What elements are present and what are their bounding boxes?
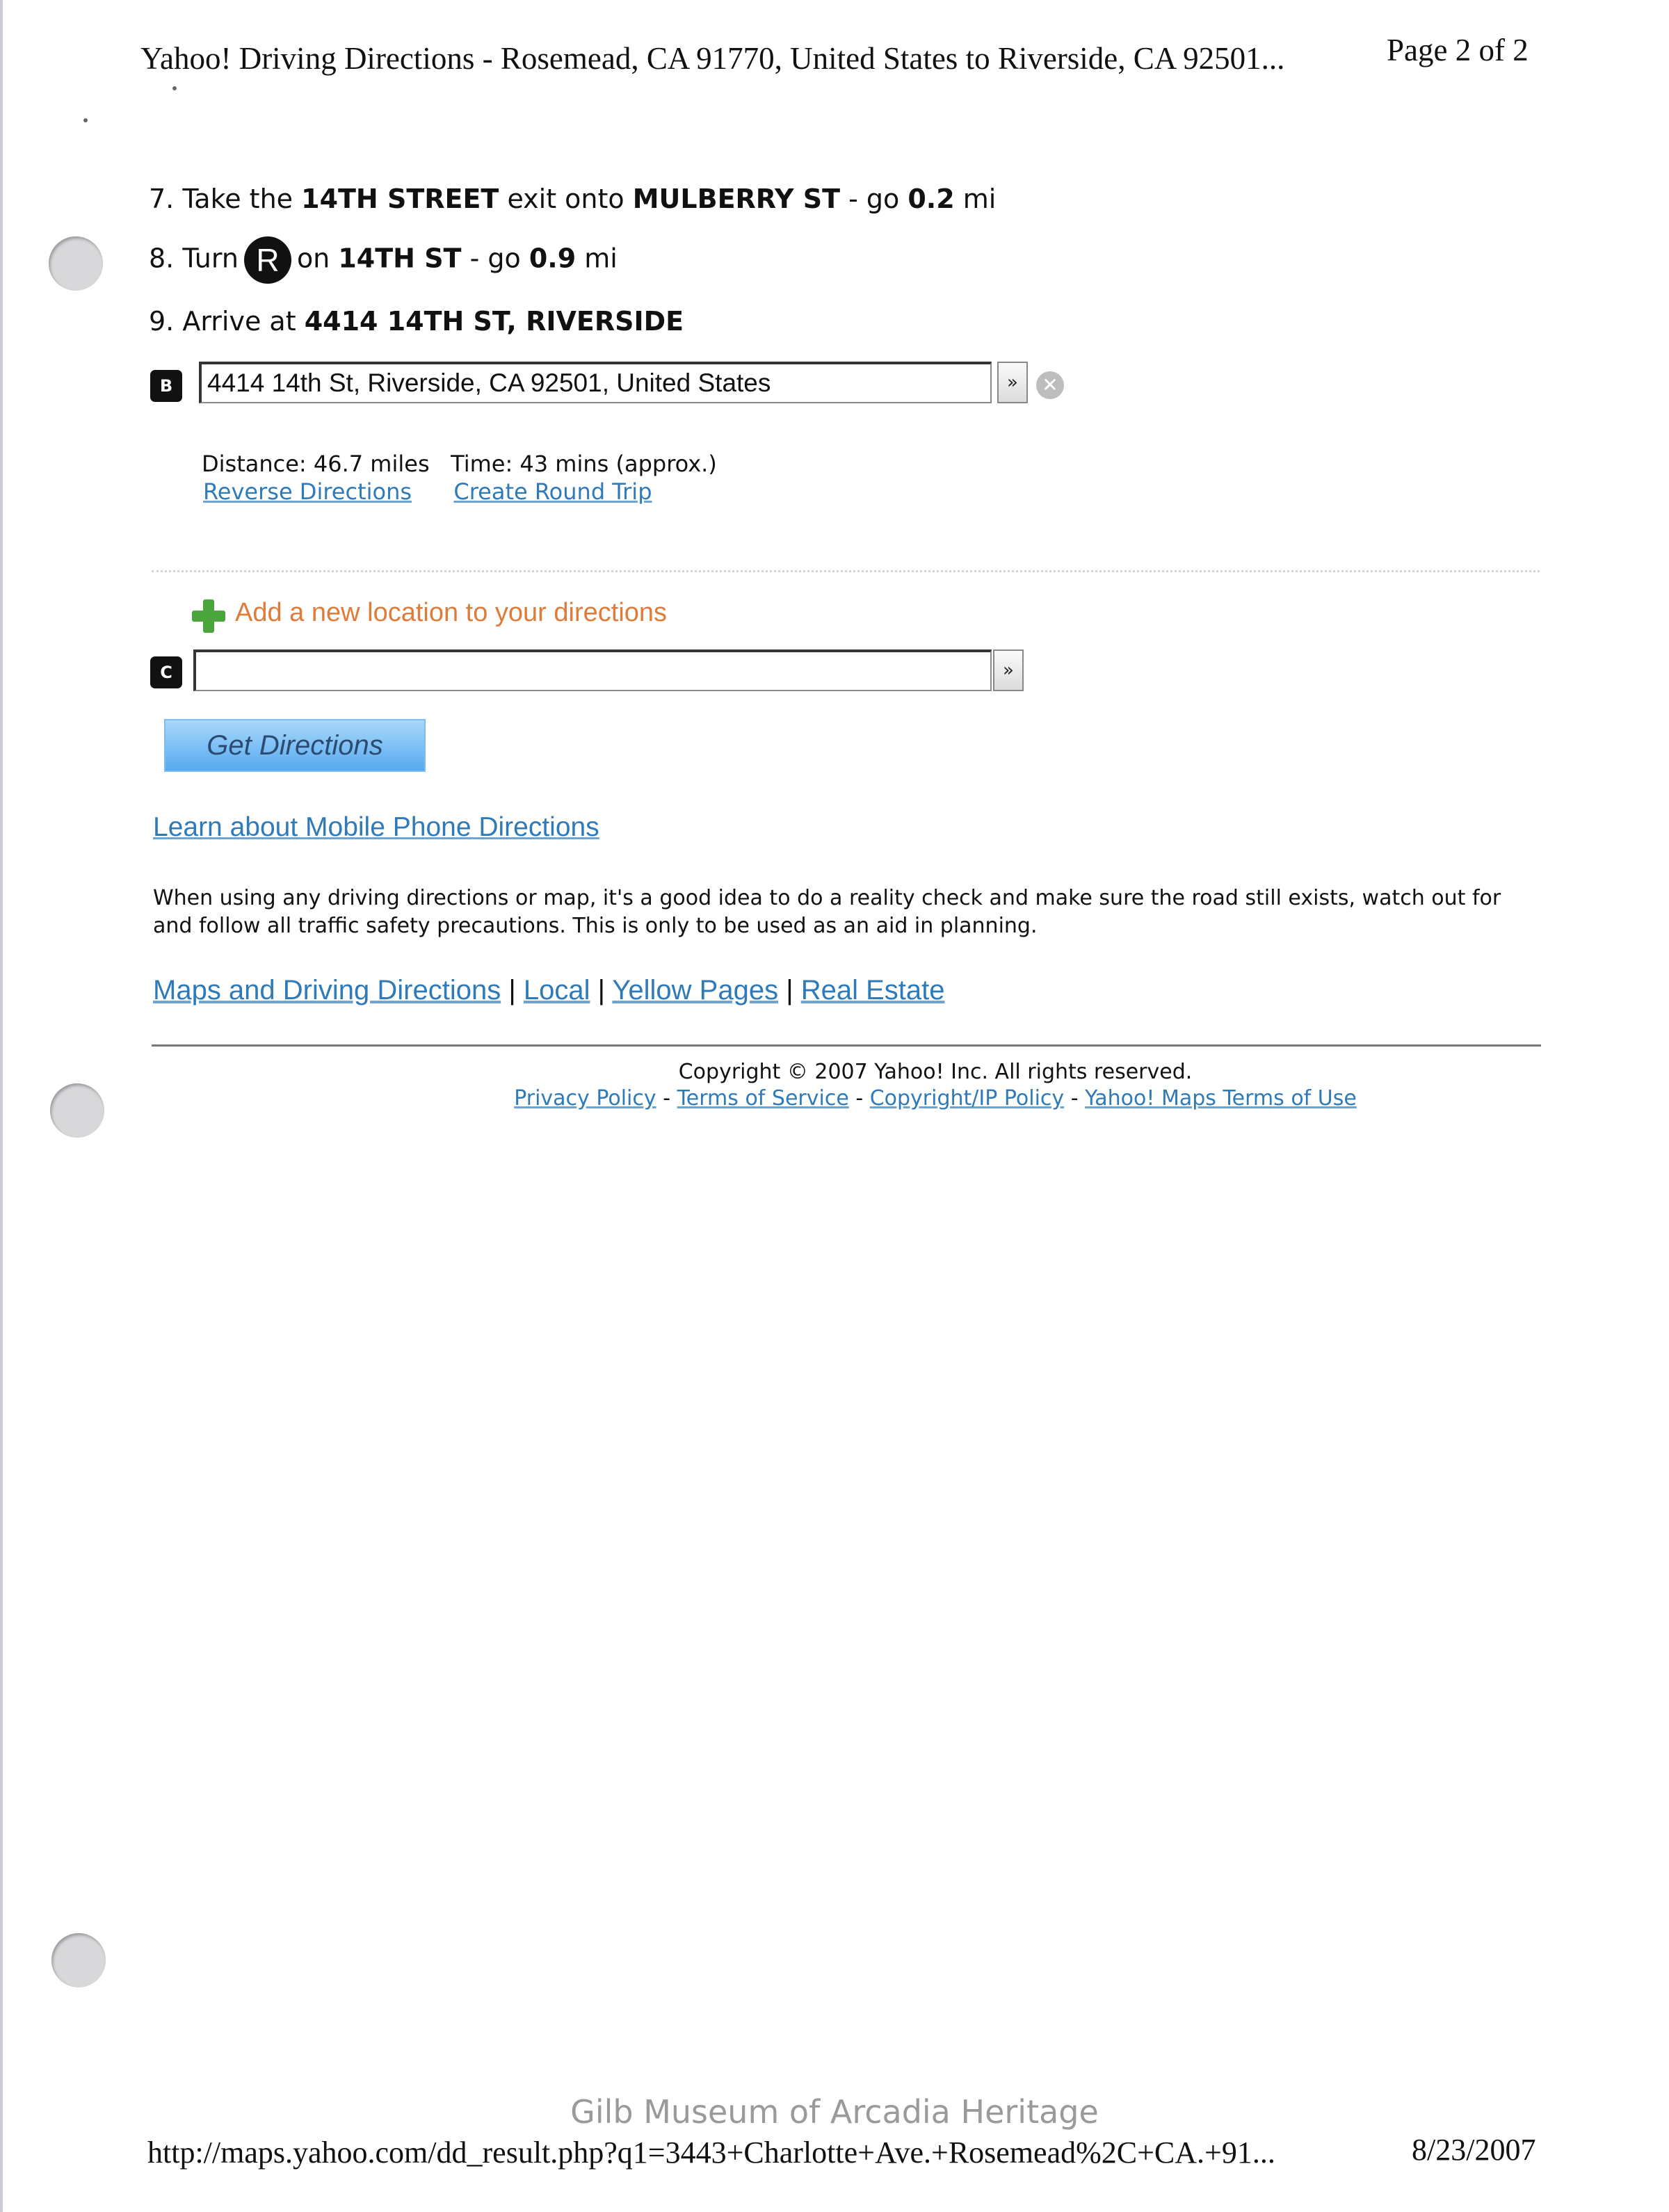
print-header-title: Yahoo! Driving Directions - Rosemead, CA 91770, United States to Riverside, CA 92501... [140, 41, 1285, 76]
step-number: 8. [149, 243, 175, 274]
maps-terms-link[interactable]: Yahoo! Maps Terms of Use [1085, 1086, 1357, 1111]
footer-link-maps[interactable]: Maps and Driving Directions [153, 975, 501, 1006]
direction-step-7: 7. Take the 14TH STREET exit onto MULBERRY ST - go 0.2 mi [149, 184, 997, 214]
clear-x-icon[interactable]: ✕ [1036, 371, 1064, 399]
privacy-policy-link[interactable]: Privacy Policy [514, 1086, 656, 1111]
get-directions-button[interactable]: Get Directions [164, 719, 426, 772]
copyright: Copyright © 2007 Yahoo! Inc. All rights reserved. [678, 1060, 1193, 1084]
punch-hole [49, 236, 103, 291]
trip-summary [202, 451, 717, 477]
footer-link-real-estate[interactable]: Real Estate [800, 975, 945, 1006]
direction-step-8: 8. Turn R on 14TH ST - go 0.9 mi [149, 236, 618, 284]
watermark: Gilb Museum of Arcadia Heritage [570, 2093, 1099, 2131]
add-location-link[interactable]: Add a new location to your directions [235, 598, 668, 627]
turn-right-icon: R [244, 236, 291, 284]
print-footer-date: 8/23/2007 [1412, 2133, 1536, 2167]
location-marker-c: C [150, 656, 182, 688]
step-number: 9. [149, 306, 175, 337]
print-footer-url: http://maps.yahoo.com/dd_result.php?q1=3443+Charlotte+Ave.+Rosemead%2C+CA.+91... [147, 2136, 1275, 2170]
mobile-directions-link[interactable]: Learn about Mobile Phone Directions [153, 812, 599, 842]
double-chevron-down-icon[interactable]: » [997, 362, 1028, 403]
legal-links: Privacy Policy - Terms of Service - Copyright/IP Policy - Yahoo! Maps Terms of Use [514, 1086, 1357, 1111]
scan-speck [83, 118, 88, 122]
create-round-trip-link[interactable]: Create Round Trip [453, 478, 652, 505]
destination-input[interactable]: 4414 14th St, Riverside, CA 92501, United States [199, 362, 992, 403]
direction-step-9: 9. Arrive at 4414 14TH ST, RIVERSIDE [149, 306, 684, 337]
green-plus-icon[interactable] [192, 599, 225, 633]
new-location-input[interactable] [193, 649, 992, 691]
disclaimer: When using any driving directions or map, it's a good idea to do a reality check and make sure the road still exists, watch out for and follow all traffic safety precautions. This is only to be used as an aid in planning. [153, 886, 1501, 938]
trip-time: Time: 43 mins (approx.) [451, 451, 717, 477]
footer-nav: Maps and Driving Directions | Local | Yellow Pages | Real Estate [153, 975, 945, 1006]
footer-link-yellow-pages[interactable]: Yellow Pages [612, 975, 779, 1006]
scan-speck [172, 86, 177, 90]
section-divider [152, 570, 1540, 572]
summary-links [203, 478, 652, 505]
trip-distance: Distance: 46.7 miles [202, 451, 430, 477]
print-header-page: Page 2 of 2 [1387, 33, 1529, 67]
double-chevron-down-icon[interactable]: » [993, 649, 1024, 691]
footer-link-local[interactable]: Local [523, 975, 590, 1006]
copyright-ip-policy-link[interactable]: Copyright/IP Policy [869, 1086, 1065, 1111]
step-number: 7. [149, 184, 175, 214]
location-marker-b: B [150, 370, 182, 402]
reverse-directions-link[interactable]: Reverse Directions [203, 478, 412, 505]
terms-of-service-link[interactable]: Terms of Service [677, 1086, 849, 1111]
punch-hole [51, 1933, 106, 1987]
footer-rule [152, 1044, 1541, 1047]
